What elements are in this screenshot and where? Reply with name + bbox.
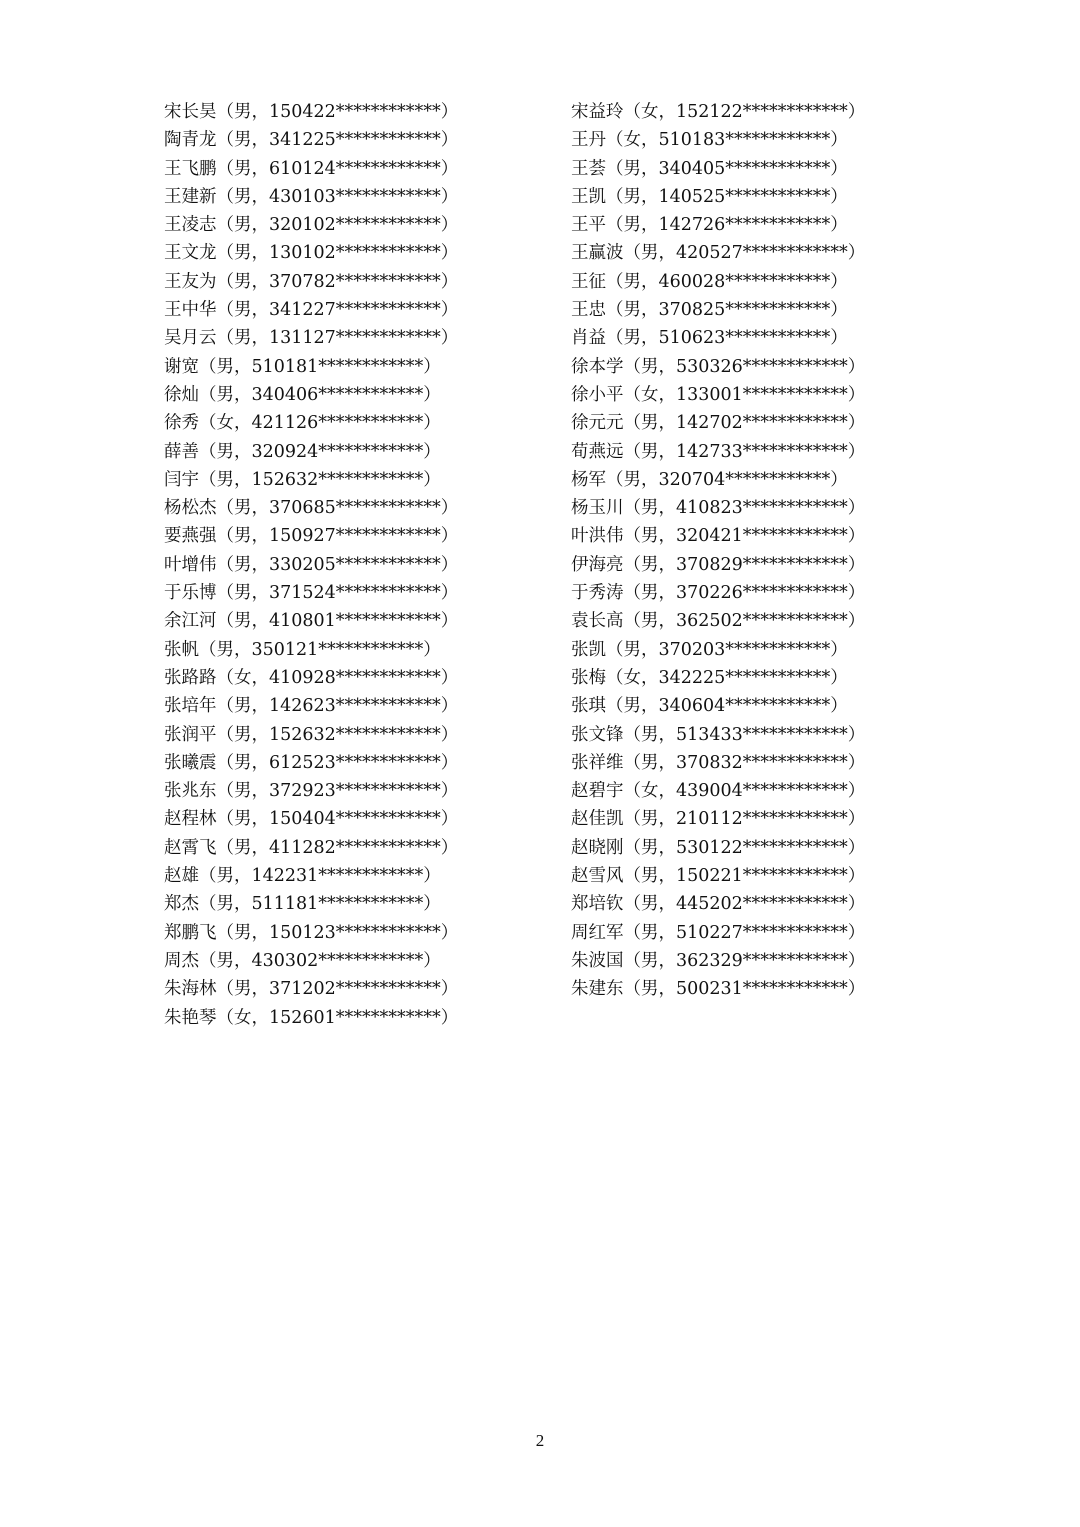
list-entry: 周杰（男，430302************） <box>164 950 441 971</box>
list-entry: 赵雄（男，142231************） <box>164 866 441 887</box>
list-entry: 张凯（男，370203************） <box>571 639 848 660</box>
list-entry: 王凌志（男，320102************） <box>164 215 459 236</box>
list-entry: 要燕强（男，150927************） <box>164 526 459 547</box>
list-entry: 王赢波（男，420527************） <box>571 243 866 264</box>
list-entry: 张祥维（男，370832************） <box>571 752 866 773</box>
page-number: 2 <box>535 1431 545 1450</box>
list-entry: 张文锋（男，513433************） <box>571 724 866 745</box>
name-list-left-column <box>164 98 458 1032</box>
list-entry: 闫宇（男，152632************） <box>164 469 441 490</box>
list-entry: 赵霄飞（男，411282************） <box>164 837 459 858</box>
list-entry: 王忠（男，370825************） <box>571 300 848 321</box>
list-entry: 张琪（男，340604************） <box>571 696 848 717</box>
list-entry: 袁长高（男，362502************） <box>571 611 866 632</box>
list-entry: 张润平（男，152632************） <box>164 724 459 745</box>
list-entry: 徐灿（男，340406************） <box>164 384 441 405</box>
list-entry: 王中华（男，341227************） <box>164 300 459 321</box>
list-entry: 王平（男，142726************） <box>571 215 848 236</box>
list-entry: 徐小平（女，133001************） <box>571 384 866 405</box>
list-entry: 赵佳凯（男，210112************） <box>571 809 866 830</box>
list-entry: 周红军（男，510227************） <box>571 922 866 943</box>
list-entry: 宋益玲（女，152122************） <box>571 102 866 122</box>
list-entry: 薛善（男，320924************） <box>164 441 441 462</box>
list-entry: 杨玉川（男，410823************） <box>571 498 866 519</box>
list-entry: 朱艳琴（女，152601************） <box>164 1007 459 1028</box>
list-entry: 王荟（男，340405************） <box>571 158 848 179</box>
list-entry: 宋长昊（男，150422************） <box>164 102 459 122</box>
list-entry: 郑鹏飞（男，150123************） <box>164 922 459 943</box>
list-entry: 谢宽（男，510181************） <box>164 356 441 377</box>
list-entry: 王建新（男，430103************） <box>164 186 459 207</box>
list-entry: 张曦震（男，612523************） <box>164 752 459 773</box>
list-entry: 杨松杰（男，370685************） <box>164 498 459 519</box>
list-entry: 朱波国（男，362329************） <box>571 950 866 971</box>
list-entry: 王友为（男，370782************） <box>164 271 459 292</box>
list-entry: 肖益（男，510623************） <box>571 328 848 349</box>
list-entry: 赵晓刚（男，530122************） <box>571 837 866 858</box>
list-entry: 叶增伟（男，330205************） <box>164 554 459 575</box>
list-entry: 徐本学（男，530326************） <box>571 356 866 377</box>
list-entry: 王丹（女，510183************） <box>571 130 848 151</box>
list-entry: 赵程林（男，150404************） <box>164 809 459 830</box>
list-entry: 张培年（男，142623************） <box>164 696 459 717</box>
list-entry: 王凯（男，140525************） <box>571 186 848 207</box>
list-entry: 杨军（男，320704************） <box>571 469 848 490</box>
list-entry: 于乐博（男，371524************） <box>164 583 459 604</box>
list-entry: 王征（男，460028************） <box>571 271 848 292</box>
list-entry: 王飞鹏（男，610124************） <box>164 158 459 179</box>
list-entry: 余江河（男，410801************） <box>164 611 459 632</box>
list-entry: 张帆（男，350121************） <box>164 639 441 660</box>
list-entry: 朱海林（男，371202************） <box>164 979 459 1000</box>
list-entry: 吴月云（男，131127************） <box>164 328 459 349</box>
name-list-right-column <box>571 98 865 1004</box>
list-entry: 张兆东（男，372923************） <box>164 781 459 802</box>
list-entry: 朱建东（男，500231************） <box>571 979 866 1000</box>
list-entry: 郑培钦（男，445202************） <box>571 894 866 915</box>
list-entry: 赵雪风（男，150221************） <box>571 866 866 887</box>
list-entry: 王文龙（男，130102************） <box>164 243 459 264</box>
list-entry: 郑杰（男，511181************） <box>164 894 441 915</box>
list-entry: 伊海亮（男，370829************） <box>571 554 866 575</box>
list-entry: 于秀涛（男，370226************） <box>571 583 866 604</box>
list-entry: 陶青龙（男，341225************） <box>164 130 459 151</box>
list-entry: 叶洪伟（男，320421************） <box>571 526 866 547</box>
list-entry: 赵碧宇（女，439004************） <box>571 781 866 802</box>
list-entry: 张路路（女，410928************） <box>164 667 459 688</box>
list-entry: 荀燕远（男，142733************） <box>571 441 866 462</box>
list-entry: 徐元元（男，142702************） <box>571 413 866 434</box>
list-entry: 张梅（女，342225************） <box>571 667 848 688</box>
list-entry: 徐秀（女，421126************） <box>164 413 441 434</box>
